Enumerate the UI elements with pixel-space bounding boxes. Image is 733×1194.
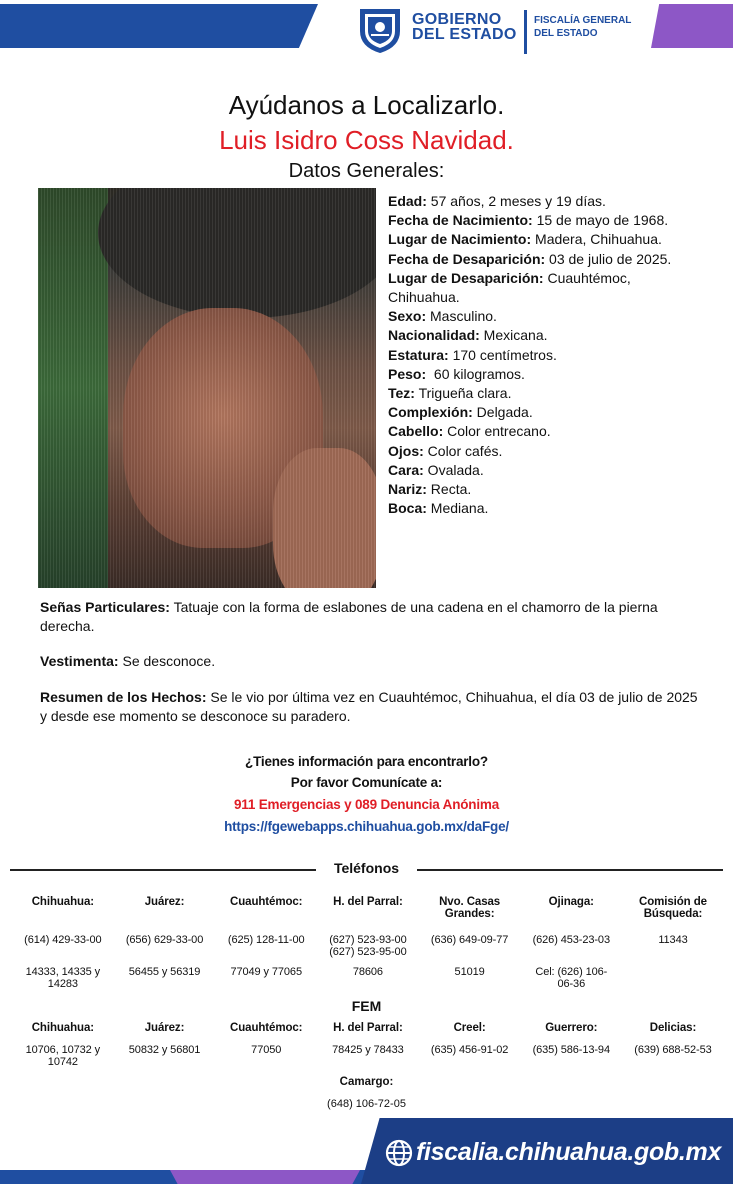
data-row-birthdate: Fecha de Nacimiento: 15 de mayo de 1968. [388,212,669,229]
phone-header-comision: Comisión de Búsqueda: [639,896,707,920]
fem-row-1 [12,1044,724,1068]
contact-request: Por favor Comunícate a: [290,775,443,790]
phone-value: (627) 523-93-00 (627) 523-95-00 [329,934,407,958]
logo-separator [524,10,527,54]
page-title: Ayúdanos a Localizarlo. [228,90,505,120]
fem-value: 10706, 10732 y 10742 [25,1044,101,1068]
phones-title: Teléfonos [333,860,400,876]
extension-value: 51019 [454,966,485,978]
data-row-mouth: Boca: Mediana. [388,500,489,517]
fem-header-guerrero: Guerrero: [545,1022,598,1034]
phone-header-chihuahua: Chihuahua: [31,896,94,908]
header-purple-bar [651,4,733,48]
data-row-eyes: Ojos: Color cafés. [388,442,503,459]
data-row-disappearance-place: Lugar de Desaparición: Cuauhtémoc, Chihuahua. [388,269,631,306]
data-row-hair: Cabello: Color entrecano. [388,423,551,440]
phones-row-2 [12,966,724,990]
phones-header-row [12,896,724,920]
fem-value: (635) 456-91-02 [430,1044,509,1056]
distinguishing-marks: Señas Particulares: Tatuaje con la forma de eslabones de una cadena en el chamorro de la pierna derecha. [40,599,658,634]
fiscalia-logo-text: FISCALÍA GENERAL DEL ESTADO [534,15,632,39]
data-row-weight: Peso: 60 kilogramos. [388,365,525,382]
fem-header-chihuahua: Chihuahua: [31,1022,94,1034]
phone-value: (656) 629-33-00 [125,934,204,946]
data-row-sex: Sexo: Masculino. [388,308,497,325]
extension-value: 77049 y 77065 [230,966,302,978]
phone-header-casas-grandes: Nvo. Casas Grandes: [439,896,501,920]
extension-value: 14333, 14335 y 14283 [25,966,101,990]
extension-value [622,966,724,990]
fem-header-juarez: Juárez: [144,1022,185,1034]
extension-value: 56455 y 56319 [128,966,201,978]
general-data-list [388,192,708,518]
gobierno-logo-text: GOBIERNO DEL ESTADO [412,11,517,43]
phone-header-ojinaga: Ojinaga: [548,896,594,908]
contact-question: ¿Tienes información para encontrarlo? [245,754,488,769]
data-row-nose: Nariz: Recta. [388,481,472,498]
fem-value: 78425 y 78433 [332,1044,404,1056]
globe-icon [384,1138,414,1168]
missing-person-photo [38,188,376,588]
footer-purple-bar [170,1170,360,1184]
data-row-disappearance-date: Fecha de Desaparición: 03 de julio de 2025. [388,250,672,267]
fem-header-creel: Creel: [453,1022,486,1034]
fem-header-delicias: Delicias: [649,1022,697,1034]
header-blue-bar [0,4,318,48]
phone-value: (614) 429-33-00 [24,934,102,946]
state-shield-logo [356,5,404,55]
data-row-birthplace: Lugar de Nacimiento: Madera, Chihuahua. [388,231,662,248]
phone-value: (636) 649-09-77 [430,934,509,946]
data-row-height: Estatura: 170 centímetros. [388,346,557,363]
fem-value: (639) 688-52-53 [634,1044,712,1056]
phone-header-juarez: Juárez: [144,896,185,908]
fem-header-camargo: Camargo: [339,1076,394,1088]
data-row-skin: Tez: Trigueña clara. [388,385,512,402]
fem-value: (635) 586-13-94 [532,1044,610,1056]
data-row-build: Complexión: Delgada. [388,404,533,421]
facts-summary: Resumen de los Hechos: Se le vio por última vez en Cuauhtémoc, Chihuahua, el día 03 de julio de 2025 y desde ese momento se desconoce su paradero. [40,689,698,724]
fem-value: 77050 [251,1044,282,1056]
phone-header-parral: H. del Parral: [333,896,403,908]
phone-value: (625) 128-11-00 [227,934,305,946]
emergency-numbers: 911 Emergencias y 089 Denuncia Anónima [233,797,500,812]
data-row-face: Cara: Ovalada. [388,461,484,478]
fem-header-cuauhtemoc: Cuauhtémoc: [230,1022,303,1034]
fem-header-row [12,1022,724,1034]
clothing: Vestimenta: Se desconoce. [40,653,216,669]
fem-value-camargo: (648) 106-72-05 [327,1098,406,1110]
extension-value: Cel: (626) 106-06-36 [535,966,608,990]
phone-header-cuauhtemoc: Cuauhtémoc: [230,896,303,908]
section-title-general-data: Datos Generales: [288,160,445,182]
data-row-age: Edad: 57 años, 2 meses y 19 días. [388,193,606,209]
phone-value: (626) 453-23-03 [532,934,610,946]
report-url-link[interactable]: https://fgewebapps.chihuahua.gob.mx/daFge/ [224,819,509,834]
person-name: Luis Isidro Coss Navidad. [219,125,514,155]
website-link[interactable]: fiscalia.chihuahua.gob.mx [416,1138,722,1166]
fem-header-parral: H. del Parral: [333,1022,403,1034]
data-row-nationality: Nacionalidad: Mexicana. [388,327,548,344]
phone-value: 11343 [658,934,688,946]
fem-value: 50832 y 56801 [128,1044,201,1056]
phones-row-1 [12,934,724,958]
fem-title: FEM [351,998,382,1014]
extension-value: 78606 [352,966,383,978]
